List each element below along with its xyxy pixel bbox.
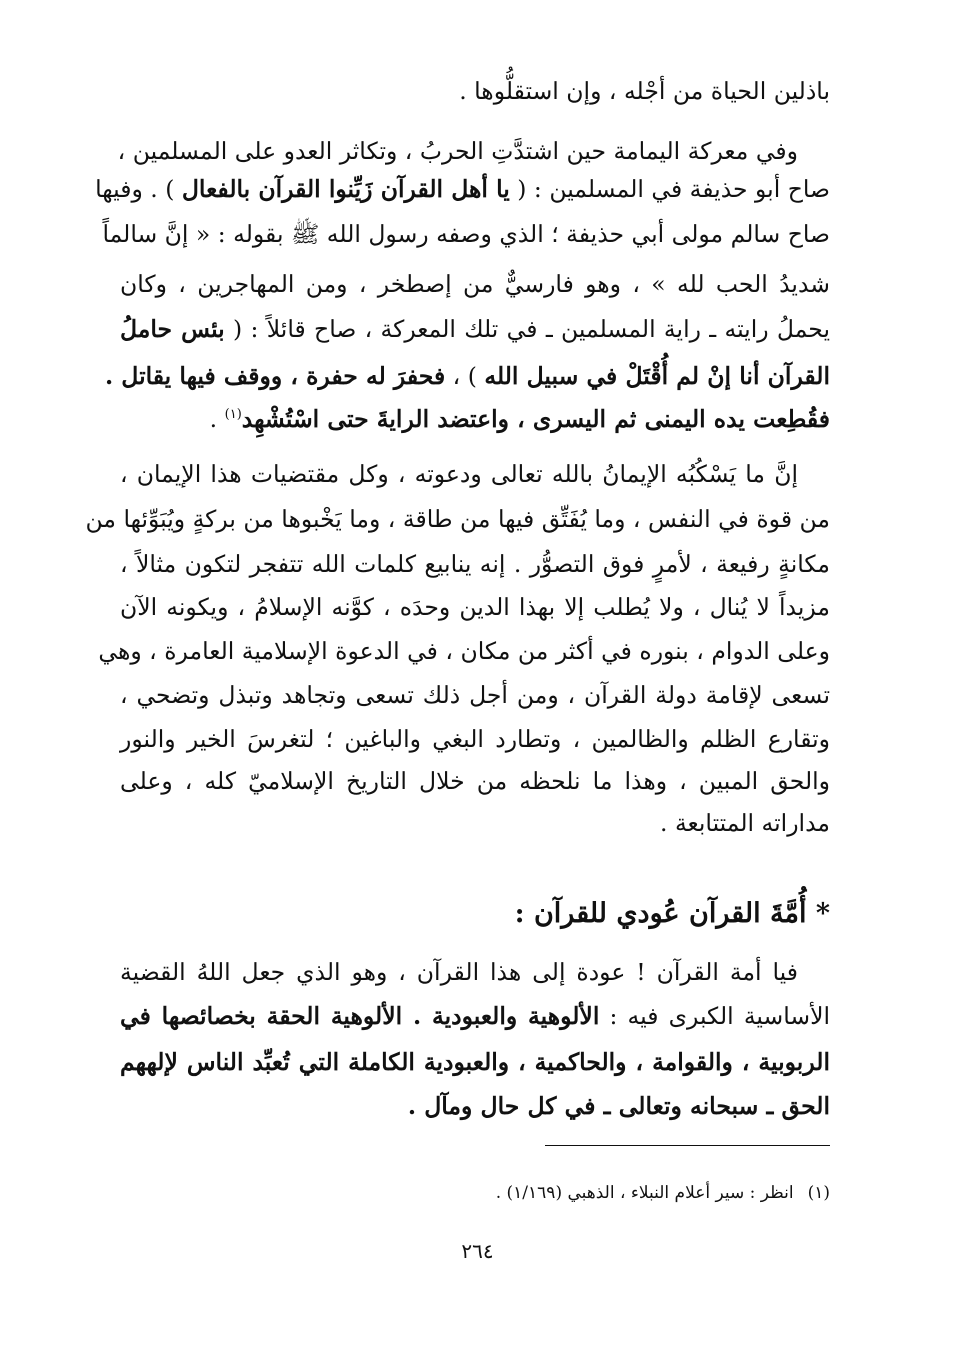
page-number: ٢٦٤: [461, 1239, 494, 1263]
paragraph-3-line-4: مزيداً لا يُنال ، ولا يُطلب إلا بهذا الدين وحدَه ، كوَّنه الإسلامُ ، ويكونه الآن: [120, 593, 830, 621]
paragraph-3-line-9: مداراته المتتابعة .: [660, 809, 830, 837]
paragraph-2-line-1: وفي معركة اليمامة حين اشتدَّتِ الحربُ ، وتكاثر العدو على المسلمين ،: [117, 137, 798, 165]
paragraph-4-line-4: الحق ـ سبحانه وتعالى ـ في كل حال ومآل .: [407, 1092, 830, 1120]
paragraph-4-line-1: فيا أمة القرآن ! عودة إلى هذا القرآن ، وهو الذي جعل اللهُ القضية: [120, 958, 798, 986]
paragraph-4-line-2-part-a: الأساسية الكبرى فيه :: [599, 1002, 830, 1030]
paragraph-2-line-7-part-a: فقُطِعت يده اليمنى ثم اليسرى ، واعتضد الرايةَ حتى اسْتُشْهِد: [241, 405, 830, 433]
paragraph-2-line-6-part-c: فحفرَ له حفرة ، ووقف فيها يقاتل .: [104, 362, 446, 390]
footnote: [496, 1178, 830, 1208]
paragraph-2-line-2: [95, 170, 830, 208]
footnote-text: انظر : سير أعلام النبلاء ، الذهبي (١/١٦٩) .: [495, 1183, 794, 1203]
footnote-number: (١): [807, 1183, 830, 1203]
footnote-separator: [545, 1145, 830, 1146]
paragraph-3-line-3: مكانةٍ رفيعة ، لأمرٍ فوق التصوُّر . إنه ينابيع كلمات الله تتفجر لتكون مثالاً ،: [120, 550, 830, 578]
paragraph-2-line-2-part-c: ) . وفيها: [95, 175, 182, 203]
paragraph-2-line-6-part-b: ) ،: [445, 362, 485, 390]
paragraph-1-line-1: باذلين الحياة من أجْله ، وإن استقلُّوها .: [459, 77, 830, 105]
paragraph-2-line-3: صاح سالم مولى أبي حذيفة ؛ الذي وصفه رسول الله ﷺ بقوله : « إنَّ سالماً: [102, 220, 830, 248]
paragraph-3-line-1: إنَّ ما يَسْكُبُه الإيمانُ بالله تعالى ودعوته ، وكل مقتضيات هذا الإيمان ،: [120, 460, 798, 488]
salim-quote-start: بئس حاملُ: [120, 315, 225, 343]
abu-hudhayfa-quote: يا أهل القرآن زَيِّنوا القرآن بالفعال: [181, 175, 510, 203]
paragraph-3-line-2: من قوة في النفس ، وما يُفَتِّق فيها من طاقة ، وما يَخْبوها من بركةٍ ويُبَوِّئها من: [85, 505, 830, 533]
paragraph-2-line-2-part-a: صاح أبو حذيفة في المسلمين : (: [509, 175, 830, 203]
paragraph-2-line-7-part-b: .: [209, 405, 225, 433]
salim-quote-end: القرآن أنا إنْ لم أُقْتَلْ في سبيل الله: [484, 362, 830, 390]
paragraph-3-line-8: والحق المبين ، وهذا ما نلحظه من خلال التاريخ الإسلاميّ كله ، وعلى: [120, 767, 830, 795]
paragraph-3-line-7: وتقارع الظلم والظالمين ، وتطارد البغي والباغين ؛ لتغرسَ الخير والنور: [120, 725, 830, 753]
section-heading: * أُمَّةَ القرآن عُودي للقرآن :: [514, 898, 830, 929]
paragraph-2-line-7: [120, 400, 830, 438]
paragraph-4-line-2-part-b: الألوهية والعبودية . الألوهية الحقة بخصائصها في: [120, 1002, 600, 1030]
paragraph-3-line-5: وعلى الدوام ، بنوره في أكثر من مكان ، في الدعوة الإسلامية العامرة ، وهي: [98, 637, 830, 665]
paragraph-2-line-6: [104, 357, 830, 395]
footnote-reference: (١): [224, 407, 242, 423]
paragraph-4-line-3: الربوبية ، والقوامة ، والحاكمية ، والعبودية الكاملة التي تُعبِّد الناس لإلههم: [120, 1048, 830, 1076]
paragraph-2-line-5-part-a: يحملُ رايته ـ راية المسلمين ـ في تلك المعركة ، صاح قائلاً : (: [224, 315, 830, 343]
paragraph-2-line-5: [120, 310, 830, 348]
paragraph-2-line-4: شديدُ الحب لله » ، وهو فارسيٌّ من إصطخر ، ومن المهاجرين ، وكان: [120, 270, 830, 298]
paragraph-3-line-6: تسعى لإقامة دولة القرآن ، ومن أجل ذلك تسعى وتجاهد وتبذل وتضحي ،: [120, 681, 830, 709]
paragraph-4-line-2: [120, 997, 830, 1035]
